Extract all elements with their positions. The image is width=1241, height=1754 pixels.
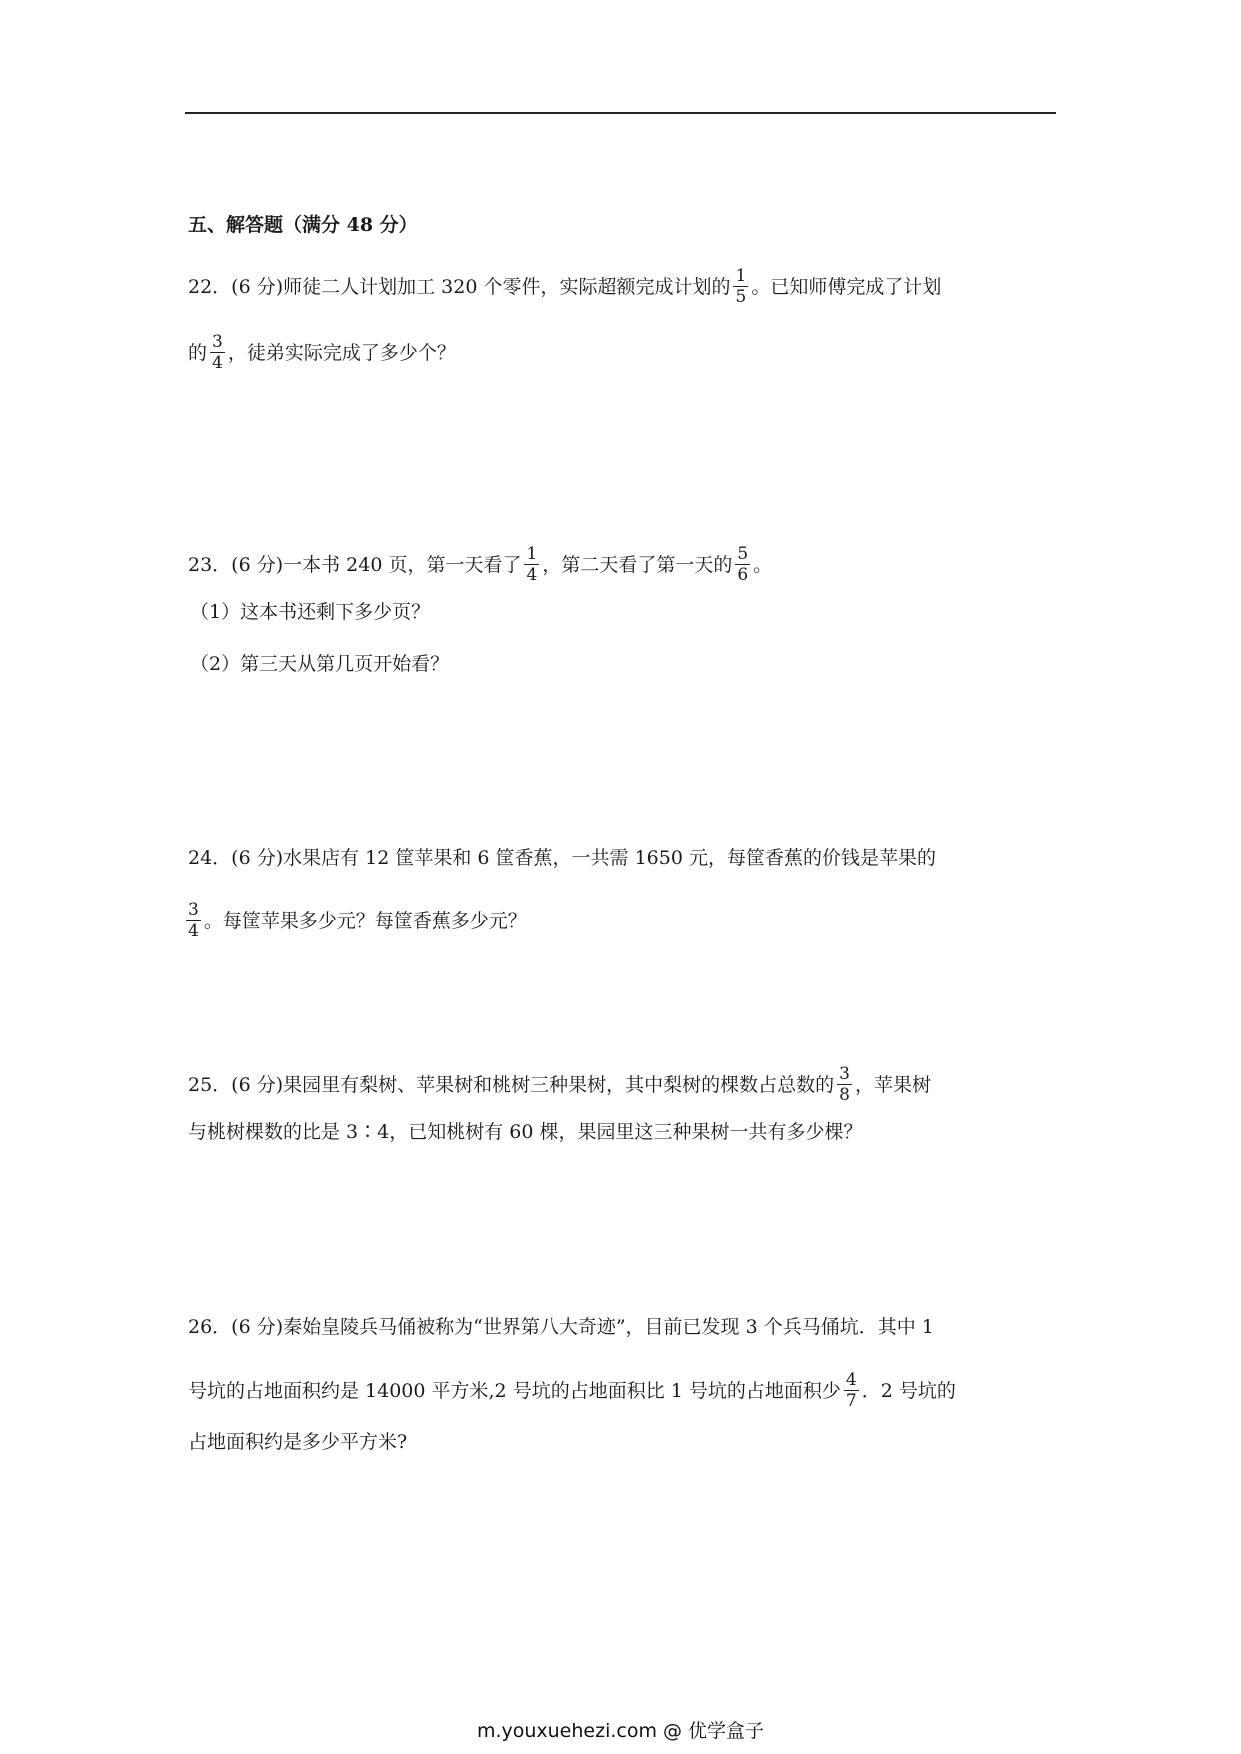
question-23-line-1: 23．(6 分)一本书 240 页，第一天看了 $\frac{1}{4}$ ，第二天看了第一天的 $\frac{5}{6}$ 。 [188, 544, 773, 585]
fraction: $\frac{3}{4}$ [188, 900, 199, 941]
question-25-line-1: 25．(6 分)果园里有梨树、苹果树和桃树三种果树，其中梨树的棵数占总数的 $\frac{3}{8}$ ，苹果树 [188, 1064, 931, 1105]
question-26-line-1: 26．(6 分)秦始皇陵兵马俑被称为“世界第八大奇迹”，目前已发现 3 个兵马俑坑．其中 1 [188, 1316, 934, 1338]
question-24-line-1: 24．(6 分)水果店有 12 筐苹果和 6 筐香蕉，一共需 1650 元，每筐香蕉的价钱是苹果的 [188, 847, 936, 869]
fraction: $\frac{1}{5}$ [735, 266, 747, 307]
question-23-sub-1: （1）这本书还剩下多少页？ [190, 601, 431, 623]
fraction: $\frac{5}{6}$ [737, 544, 749, 585]
question-25-line-2: 与桃树棵数的比是 3∶4，已知桃树有 60 棵，果园里这三种果树一共有多少棵？ [188, 1121, 863, 1143]
question-22-line-1: 22．(6 分)师徒二人计划加工 320 个零件，实际超额完成计划的 $\frac{1}{5}$ 。已知师傅完成了计划 [188, 266, 942, 307]
header-rule [185, 112, 1056, 114]
fraction: $\frac{1}{4}$ [526, 544, 538, 585]
fraction: $\frac{3}{4}$ [212, 332, 223, 373]
question-23-sub-2: （2）第三天从第几页开始看？ [190, 653, 450, 675]
fraction: $\frac{3}{8}$ [839, 1064, 850, 1105]
question-26-line-2: 号坑的占地面积约是 14000 平方米,2 号坑的占地面积比 1 号坑的占地面积少 $\frac{4}{7}$ ．2 号坑的 [188, 1370, 956, 1411]
section-title: 五、解答题（满分 48 分） [188, 214, 418, 236]
fraction: $\frac{4}{7}$ [845, 1370, 857, 1411]
footer-watermark: m.youxuehezi.com @ 优学盒子 [476, 1720, 765, 1742]
question-26-line-3: 占地面积约是多少平方米? [188, 1431, 408, 1453]
question-22-line-2: 的 $\frac{3}{4}$ ，徒弟实际完成了多少个？ [188, 332, 456, 373]
question-24-line-2: $\frac{3}{4}$ 。每筐苹果多少元？每筐香蕉多少元？ [188, 900, 527, 941]
